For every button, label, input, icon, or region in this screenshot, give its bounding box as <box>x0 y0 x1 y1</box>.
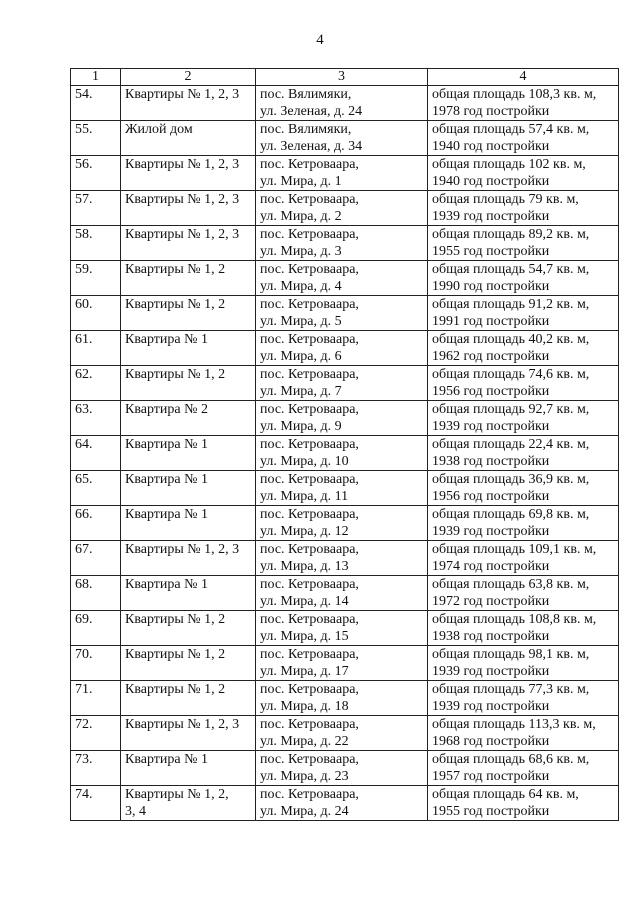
object-name-cell <box>121 226 256 261</box>
address-line: ул. Зеленая, д. 34 <box>260 139 363 154</box>
address-line: ул. Мира, д. 15 <box>260 629 349 644</box>
details-line: общая площадь 108,8 кв. м, <box>432 612 597 627</box>
details-cell <box>428 646 619 681</box>
address-cell <box>256 226 428 261</box>
details-cell <box>428 506 619 541</box>
table-row <box>71 401 619 436</box>
object-name-cell <box>121 296 256 331</box>
address-line: ул. Мира, д. 1 <box>260 174 342 189</box>
details-line: общая площадь 102 кв. м, <box>432 157 586 172</box>
details-line: общая площадь 109,1 кв. м, <box>432 542 597 557</box>
table-row <box>71 261 619 296</box>
address-line: ул. Мира, д. 22 <box>260 734 349 749</box>
table-row <box>71 226 619 261</box>
row-number: 69. <box>71 611 121 646</box>
table-row <box>71 576 619 611</box>
address-cell <box>256 541 428 576</box>
address-cell <box>256 716 428 751</box>
address-line: ул. Мира, д. 9 <box>260 419 342 434</box>
address-cell <box>256 786 428 821</box>
object-line: Квартира № 2 <box>125 402 208 417</box>
address-line: ул. Мира, д. 11 <box>260 489 349 504</box>
details-line: 1968 год постройки <box>432 734 550 749</box>
object-name-cell <box>121 576 256 611</box>
details-line: общая площадь 113,3 кв. м, <box>432 717 596 732</box>
object-line: Квартира № 1 <box>125 472 208 487</box>
address-line: ул. Мира, д. 13 <box>260 559 349 574</box>
object-name-cell <box>121 156 256 191</box>
details-cell <box>428 751 619 786</box>
object-line: Квартира № 1 <box>125 577 208 592</box>
address-line: ул. Мира, д. 12 <box>260 524 349 539</box>
details-cell <box>428 191 619 226</box>
details-line: общая площадь 22,4 кв. м, <box>432 437 590 452</box>
object-name-cell <box>121 541 256 576</box>
address-line: пос. Кетроваара, <box>260 507 359 522</box>
address-cell <box>256 681 428 716</box>
object-name-cell <box>121 716 256 751</box>
column-header: 3 <box>256 69 428 86</box>
address-line: ул. Мира, д. 18 <box>260 699 349 714</box>
details-cell <box>428 226 619 261</box>
object-line: Квартиры № 1, 2 <box>125 612 226 627</box>
address-line: пос. Кетроваара, <box>260 717 359 732</box>
address-line: пос. Кетроваара, <box>260 157 359 172</box>
page-number: 4 <box>316 32 324 48</box>
address-cell <box>256 331 428 366</box>
details-line: 1990 год постройки <box>432 279 550 294</box>
details-line: общая площадь 79 кв. м, <box>432 192 579 207</box>
object-line: Квартиры № 1, 2, 3 <box>125 542 240 557</box>
row-number: 64. <box>71 436 121 471</box>
object-line: Квартиры № 1, 2, <box>125 787 229 802</box>
object-name-cell <box>121 751 256 786</box>
details-line: общая площадь 57,4 кв. м, <box>432 122 590 137</box>
details-cell <box>428 716 619 751</box>
row-number: 63. <box>71 401 121 436</box>
address-cell <box>256 191 428 226</box>
row-number: 59. <box>71 261 121 296</box>
details-line: общая площадь 36,9 кв. м, <box>432 472 590 487</box>
details-line: общая площадь 63,8 кв. м, <box>432 577 590 592</box>
table-row <box>71 716 619 751</box>
table-row <box>71 436 619 471</box>
details-cell <box>428 156 619 191</box>
details-line: общая площадь 69,8 кв. м, <box>432 507 590 522</box>
table-row <box>71 331 619 366</box>
details-cell <box>428 471 619 506</box>
object-name-cell <box>121 471 256 506</box>
table-row <box>71 86 619 121</box>
object-name-cell <box>121 681 256 716</box>
details-line: общая площадь 40,2 кв. м, <box>432 332 590 347</box>
address-line: ул. Мира, д. 4 <box>260 279 342 294</box>
address-cell <box>256 121 428 156</box>
address-cell <box>256 401 428 436</box>
details-line: 1938 год постройки <box>432 629 550 644</box>
object-name-cell <box>121 121 256 156</box>
row-number: 71. <box>71 681 121 716</box>
table-row <box>71 681 619 716</box>
address-cell <box>256 471 428 506</box>
details-cell <box>428 331 619 366</box>
address-line: пос. Вялимяки, <box>260 122 352 137</box>
object-name-cell <box>121 436 256 471</box>
details-line: 1962 год постройки <box>432 349 550 364</box>
table-row <box>71 471 619 506</box>
details-cell <box>428 541 619 576</box>
address-line: пос. Кетроваара, <box>260 367 359 382</box>
address-line: ул. Зеленая, д. 24 <box>260 104 363 119</box>
details-line: 1940 год постройки <box>432 139 550 154</box>
address-line: ул. Мира, д. 14 <box>260 594 349 609</box>
table-row <box>71 191 619 226</box>
table-row <box>71 541 619 576</box>
details-line: 1956 год постройки <box>432 384 550 399</box>
object-name-cell <box>121 506 256 541</box>
address-line: ул. Мира, д. 17 <box>260 664 349 679</box>
address-line: ул. Мира, д. 3 <box>260 244 342 259</box>
details-line: общая площадь 64 кв. м, <box>432 787 579 802</box>
object-name-cell <box>121 331 256 366</box>
object-line: Квартира № 1 <box>125 752 208 767</box>
column-header: 4 <box>428 69 619 86</box>
row-number: 68. <box>71 576 121 611</box>
details-line: общая площадь 91,2 кв. м, <box>432 297 590 312</box>
details-cell <box>428 436 619 471</box>
address-line: ул. Мира, д. 10 <box>260 454 349 469</box>
object-line: Жилой дом <box>125 122 193 137</box>
details-cell <box>428 86 619 121</box>
address-line: пос. Вялимяки, <box>260 87 352 102</box>
object-name-cell <box>121 366 256 401</box>
details-line: общая площадь 74,6 кв. м, <box>432 367 590 382</box>
table-row <box>71 786 619 821</box>
object-name-cell <box>121 401 256 436</box>
address-line: пос. Кетроваара, <box>260 437 359 452</box>
table-row <box>71 156 619 191</box>
column-header: 2 <box>121 69 256 86</box>
row-number: 73. <box>71 751 121 786</box>
details-cell <box>428 611 619 646</box>
details-line: общая площадь 54,7 кв. м, <box>432 262 590 277</box>
table-row <box>71 646 619 681</box>
details-line: 1939 год постройки <box>432 664 550 679</box>
address-line: ул. Мира, д. 6 <box>260 349 342 364</box>
row-number: 54. <box>71 86 121 121</box>
table-row <box>71 506 619 541</box>
address-line: пос. Кетроваара, <box>260 402 359 417</box>
address-cell <box>256 436 428 471</box>
details-line: общая площадь 98,1 кв. м, <box>432 647 590 662</box>
table-row <box>71 751 619 786</box>
address-line: пос. Кетроваара, <box>260 787 359 802</box>
details-cell <box>428 261 619 296</box>
object-line: Квартиры № 1, 2, 3 <box>125 717 240 732</box>
column-header: 1 <box>71 69 121 86</box>
address-line: пос. Кетроваара, <box>260 682 359 697</box>
details-line: 1978 год постройки <box>432 104 550 119</box>
object-line: Квартиры № 1, 2 <box>125 682 226 697</box>
details-line: общая площадь 92,7 кв. м, <box>432 402 590 417</box>
address-cell <box>256 86 428 121</box>
object-name-cell <box>121 611 256 646</box>
details-cell <box>428 681 619 716</box>
property-table <box>70 68 619 821</box>
table-header-row <box>71 69 619 86</box>
details-line: 1940 год постройки <box>432 174 550 189</box>
row-number: 74. <box>71 786 121 821</box>
address-line: ул. Мира, д. 2 <box>260 209 342 224</box>
row-number: 58. <box>71 226 121 261</box>
address-cell <box>256 156 428 191</box>
address-line: пос. Кетроваара, <box>260 297 359 312</box>
address-cell <box>256 751 428 786</box>
row-number: 72. <box>71 716 121 751</box>
object-line: Квартиры № 1, 2 <box>125 297 226 312</box>
address-line: ул. Мира, д. 7 <box>260 384 342 399</box>
address-line: пос. Кетроваара, <box>260 752 359 767</box>
address-line: пос. Кетроваара, <box>260 227 359 242</box>
table-row <box>71 366 619 401</box>
row-number: 60. <box>71 296 121 331</box>
object-line: Квартиры № 1, 2 <box>125 647 226 662</box>
object-line: Квартира № 1 <box>125 332 208 347</box>
details-cell <box>428 366 619 401</box>
address-cell <box>256 296 428 331</box>
address-line: пос. Кетроваара, <box>260 262 359 277</box>
object-name-cell <box>121 261 256 296</box>
row-number: 62. <box>71 366 121 401</box>
address-cell <box>256 506 428 541</box>
details-line: 1939 год постройки <box>432 419 550 434</box>
address-line: пос. Кетроваара, <box>260 332 359 347</box>
row-number: 67. <box>71 541 121 576</box>
details-line: 1957 год постройки <box>432 769 550 784</box>
details-line: 1972 год постройки <box>432 594 550 609</box>
address-line: пос. Кетроваара, <box>260 612 359 627</box>
row-number: 65. <box>71 471 121 506</box>
object-line: Квартиры № 1, 2, 3 <box>125 157 240 172</box>
details-line: общая площадь 89,2 кв. м, <box>432 227 590 242</box>
address-line: пос. Кетроваара, <box>260 542 359 557</box>
address-line: пос. Кетроваара, <box>260 192 359 207</box>
details-line: общая площадь 108,3 кв. м, <box>432 87 597 102</box>
address-line: пос. Кетроваара, <box>260 472 359 487</box>
object-line: Квартиры № 1, 2, 3 <box>125 192 240 207</box>
details-line: 1955 год постройки <box>432 804 550 819</box>
object-name-cell <box>121 646 256 681</box>
row-number: 66. <box>71 506 121 541</box>
address-cell <box>256 576 428 611</box>
object-name-cell <box>121 191 256 226</box>
table-row <box>71 296 619 331</box>
details-line: 1939 год постройки <box>432 699 550 714</box>
details-line: общая площадь 77,3 кв. м, <box>432 682 590 697</box>
address-line: пос. Кетроваара, <box>260 647 359 662</box>
details-line: 1939 год постройки <box>432 524 550 539</box>
details-line: 1991 год постройки <box>432 314 550 329</box>
table-body <box>71 86 619 821</box>
object-line: Квартиры № 1, 2 <box>125 262 226 277</box>
object-line: Квартиры № 1, 2 <box>125 367 226 382</box>
address-line: ул. Мира, д. 24 <box>260 804 349 819</box>
address-cell <box>256 611 428 646</box>
address-line: ул. Мира, д. 23 <box>260 769 349 784</box>
address-line: пос. Кетроваара, <box>260 577 359 592</box>
details-cell <box>428 296 619 331</box>
table-row <box>71 611 619 646</box>
details-cell <box>428 786 619 821</box>
address-cell <box>256 366 428 401</box>
details-line: 1955 год постройки <box>432 244 550 259</box>
details-cell <box>428 121 619 156</box>
object-line: Квартиры № 1, 2, 3 <box>125 227 240 242</box>
address-cell <box>256 646 428 681</box>
address-line: ул. Мира, д. 5 <box>260 314 342 329</box>
details-line: 1938 год постройки <box>432 454 550 469</box>
object-line: Квартира № 1 <box>125 507 208 522</box>
table-row <box>71 121 619 156</box>
details-cell <box>428 576 619 611</box>
row-number: 55. <box>71 121 121 156</box>
object-line: Квартира № 1 <box>125 437 208 452</box>
row-number: 70. <box>71 646 121 681</box>
row-number: 61. <box>71 331 121 366</box>
object-line: 3, 4 <box>125 804 146 819</box>
object-name-cell <box>121 86 256 121</box>
object-name-cell <box>121 786 256 821</box>
row-number: 56. <box>71 156 121 191</box>
details-line: 1939 год постройки <box>432 209 550 224</box>
details-line: 1956 год постройки <box>432 489 550 504</box>
details-cell <box>428 401 619 436</box>
row-number: 57. <box>71 191 121 226</box>
details-line: общая площадь 68,6 кв. м, <box>432 752 590 767</box>
object-line: Квартиры № 1, 2, 3 <box>125 87 240 102</box>
address-cell <box>256 261 428 296</box>
details-line: 1974 год постройки <box>432 559 550 574</box>
